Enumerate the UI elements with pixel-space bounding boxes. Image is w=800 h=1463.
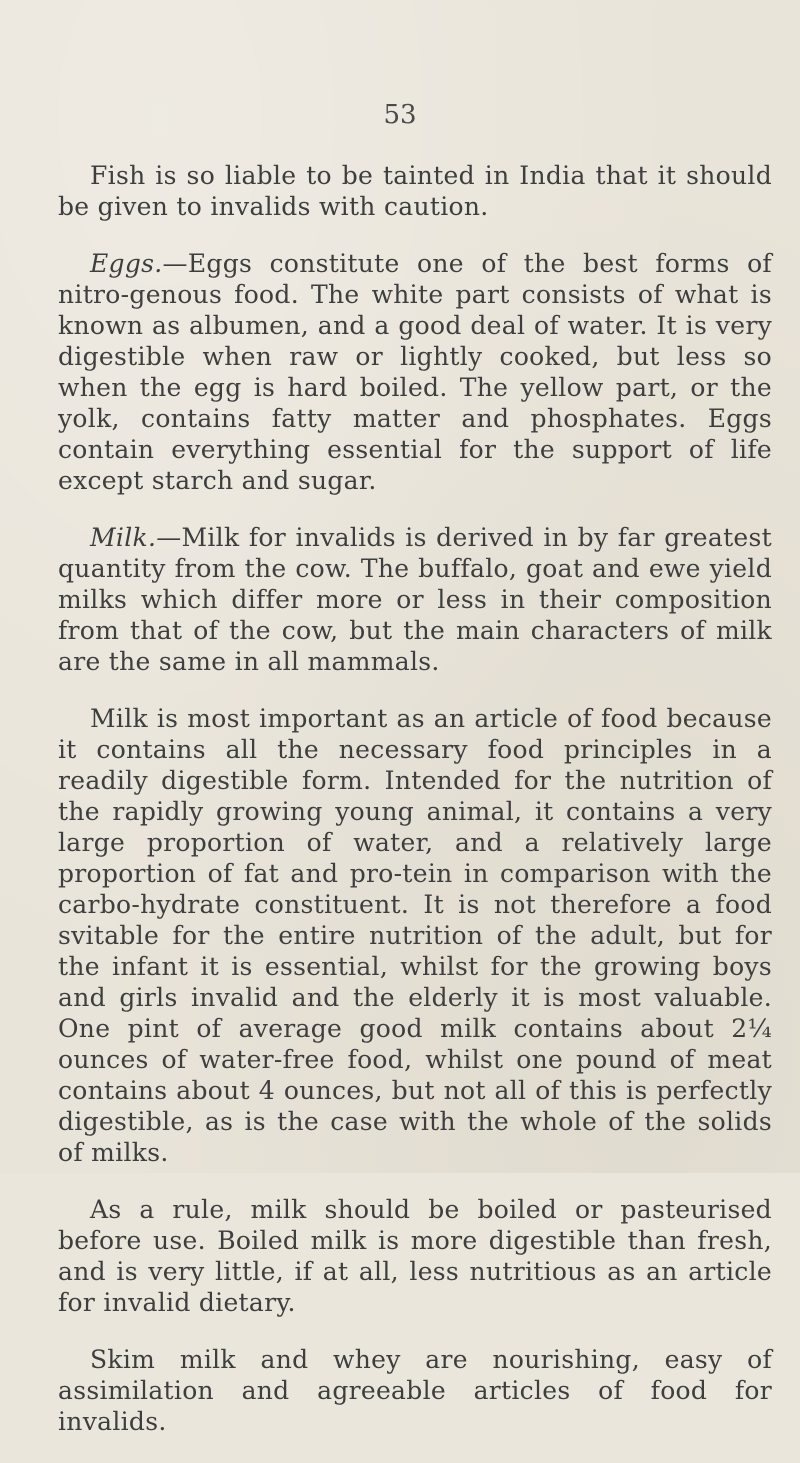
paragraph-text: As a rule, milk should be boiled or pasteurised before use. Boiled milk is more digestible than fresh, and is very little, if at all, less nutritious as an article for invalid dietary.: [58, 1195, 772, 1317]
paragraph-heading-milk: Milk.: [90, 523, 157, 552]
paragraph-text: Skim milk and whey are nourishing, easy of assimilation and agreeable articles of food for invalids.: [58, 1345, 772, 1436]
paragraph-boiling: [58, 1194, 772, 1318]
body-text: [58, 160, 772, 1463]
paragraph-text: —Milk for invalids is derived in by far greatest quantity from the cow. The buffalo, goat and ewe yield milks which differ more or less in their composition from that of the cow, but the main characters of milk are the same in all mammals.: [58, 523, 772, 676]
paragraph-heading-eggs: Eggs.: [90, 249, 163, 278]
paragraph-text: Milk is most important as an article of food because it contains all the necessary food principles in a readily digestible form. Intended for the nutrition of the rapidly growing young animal, it contains a very large proportion of water, and a relatively large proportion of fat and pro-tein in comparison with the carbo-hydrate constituent. It is not therefore a food svitable for the entire nutrition of the adult, but for the infant it is essential, whilst for the growing boys and girls invalid and the elderly it is most valuable. One pint of average good milk contains about 2¼ ounces of water-free food, whilst one pound of meat contains about 4 ounces, but not all of this is perfectly digestible, as is the case with the whole of the solids of milks.: [58, 704, 772, 1167]
page-number: 53: [383, 100, 417, 130]
paragraph-milk: [58, 522, 772, 677]
paragraph-text: —Eggs constitute one of the best forms of nitro-genous food. The white part consists of what is known as albumen, and a good deal of water. It is very digestible when raw or lightly cooked, but less so when the egg is hard boiled. The yellow part, or the yolk, contains fatty matter and phosphates. Eggs contain everything essential for the support of life except starch and sugar.: [58, 249, 772, 495]
paragraph-eggs: [58, 248, 772, 496]
paragraph-text: Fish is so liable to be tainted in India that it should be given to invalids with caution.: [58, 161, 772, 221]
paragraph-fish: [58, 160, 772, 222]
paragraph-milk-importance: [58, 703, 772, 1168]
paragraph-skim-milk: [58, 1344, 772, 1437]
